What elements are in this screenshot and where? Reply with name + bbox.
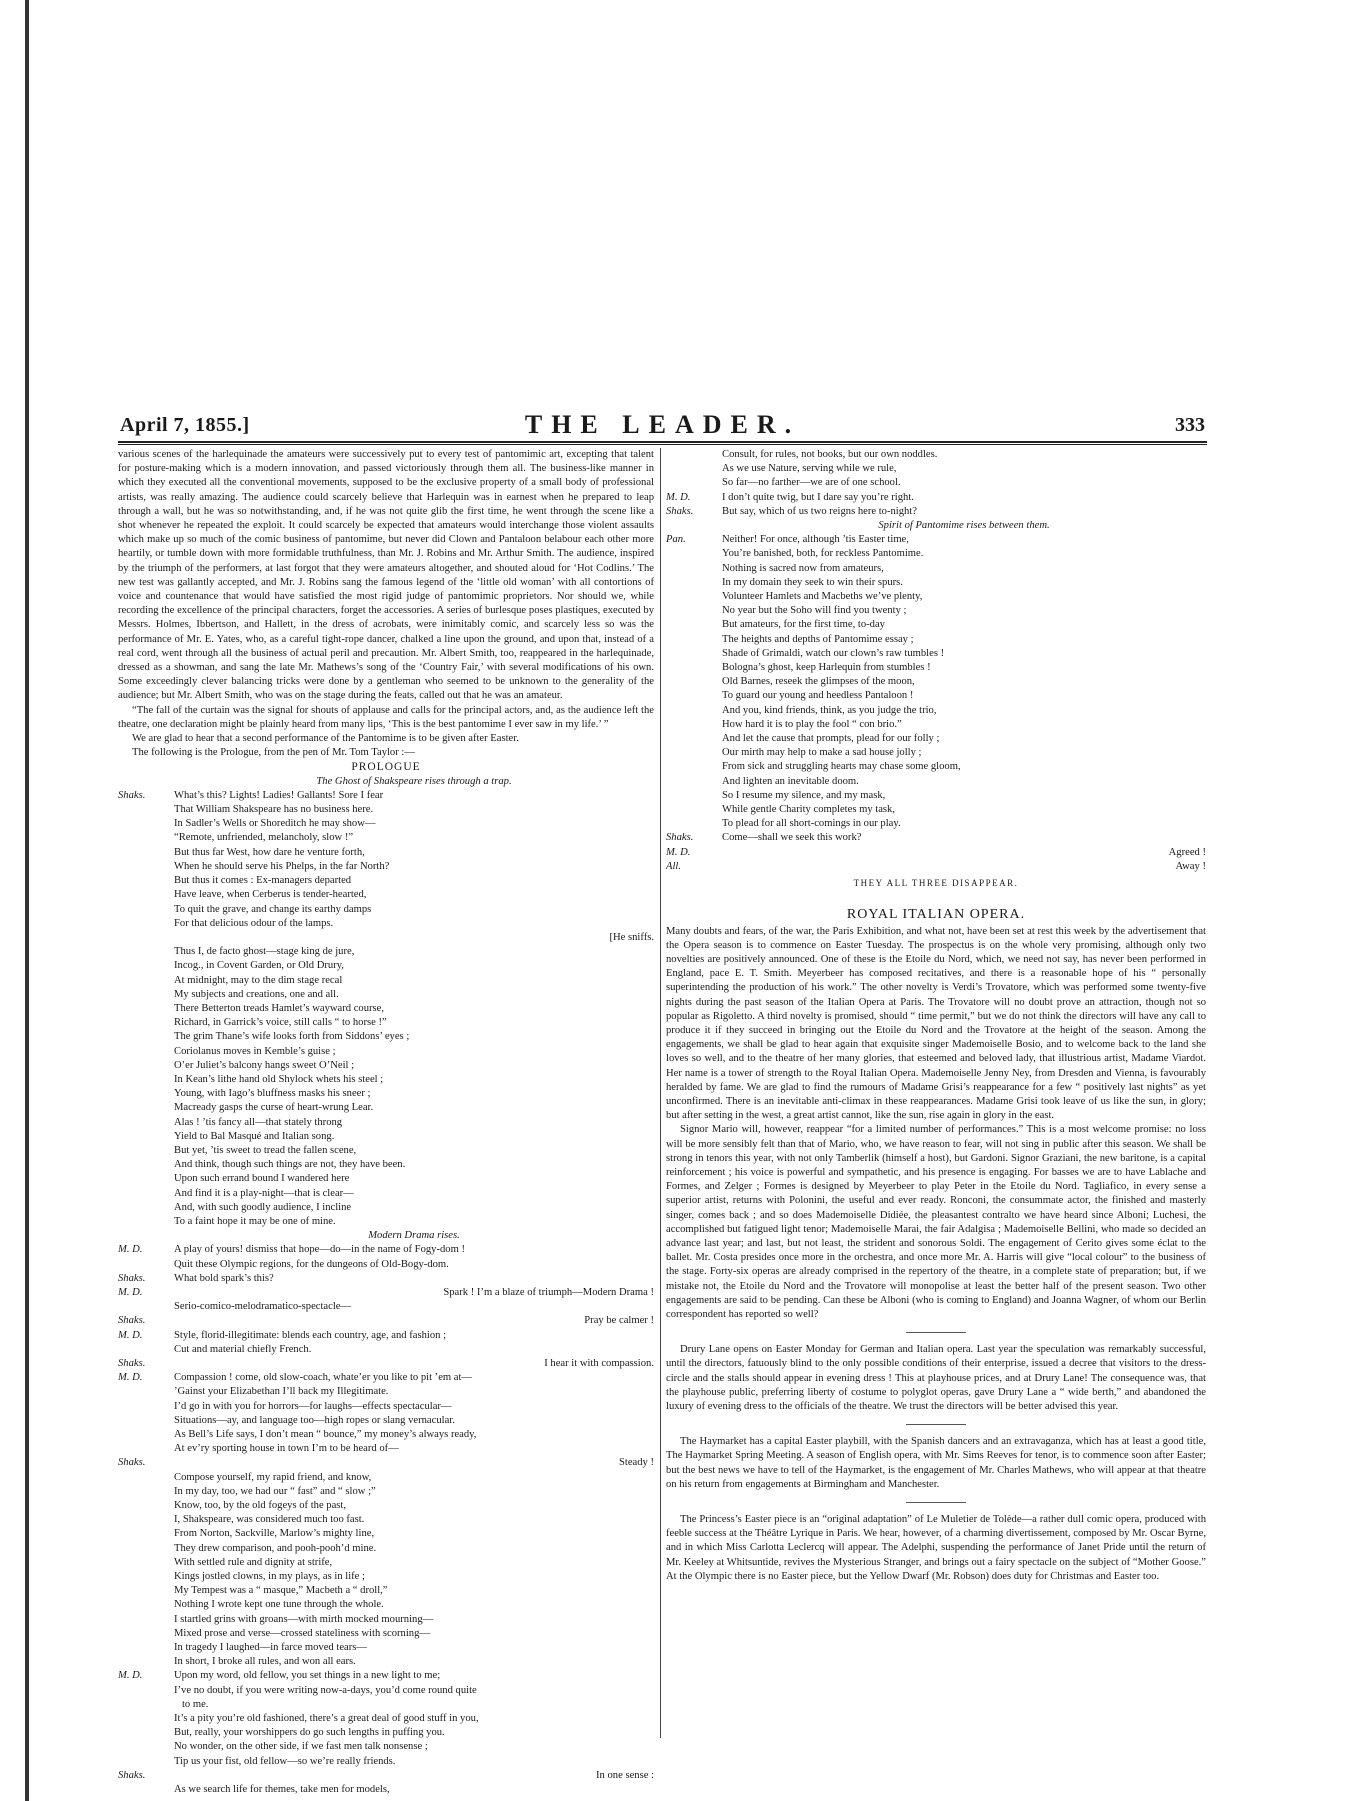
speaker-label [118,1755,174,1769]
verse-line: Kings jostled clowns, in my plays, as in life ; [174,1571,365,1583]
pantomime-paragraph: The following is the Prologue, from the pen of Mr. Tom Taylor :— [132,747,415,759]
speaker-label [118,1087,174,1101]
speaker-label [118,860,174,874]
verse-line: Neither! For once, although ’tis Easter time, [722,534,909,546]
verse-line: I hear it with compassion. [544,1358,654,1369]
speaker-label [118,1073,174,1087]
verse-line: Shade of Grimaldi, watch our clown’s raw tumbles ! [722,647,945,659]
speaker-label [118,1116,174,1130]
speaker-label [118,817,174,831]
verse-line: And let the cause that prompts, plead for our folly ; [722,733,940,745]
speaker-label: M. D. [118,1372,143,1384]
verse-line: My subjects and creations, one and all. [174,988,339,1000]
pantomime-paragraph: “The fall of the curtain was the signal for shouts of applause and calls for the principal actors, and, as the audience left the theatre, one declaration might be plainly heard from many lips, ‘This is the best pantomime I ever saw in my life.’ ” [118,704,654,730]
speaker-label: Shaks. [118,1769,146,1781]
verse-line: As we search life for themes, take men for models, [174,1784,390,1796]
right-column [666,448,1206,1584]
pantomime-paragraph: We are glad to hear that a second performance of the Pantomime is to be given after Easter. [132,733,519,745]
speaker-label [118,1726,174,1740]
verse-line: To plead for all short-comings in our play. [722,818,901,830]
princess-paragraph: The Princess’s Easter piece is an “original adaptation” of Le Muletier de Tolède—a rather dull comic opera, produced with feeble success at the Théâtre Lyrique in Paris. We hear, however, of a charming divertissement, composed by Mr. Oscar Byrne, and in which Miss Carlotta Leclercq will appear. The Adelphi, suspending the performance of Janet Pride until the return of Mr. Keeley at Whitsuntide, revives the Mysterious Stranger, and brings out a fairy spectacle on the subject of “Mother Goose.” At the Olympic there is no Easter piece, but the Yellow Dwarf (Mr. Robson) does duty for Christmas and Easter too. [666,1514,1206,1582]
stage-direction-exeunt: THEY ALL THREE DISAPPEAR. [853,878,1019,889]
speaker-label [118,1627,174,1641]
speaker-label [666,689,722,703]
verse-line: Come—shall we seek this work? [722,832,862,844]
verse-line: And think, though such things are not, they have been. [174,1159,406,1171]
speaker-label [118,1570,174,1584]
left-column [118,448,654,1797]
verse-line: And, with such goodly audience, I incline [174,1201,352,1213]
verse-line: For that delicious odour of the lamps. [174,917,334,929]
verse-line: But amateurs, for the first time, to-day [722,619,885,631]
verse-line: I, Shakspeare, was considered much too fast. [174,1514,365,1526]
speaker-label: M. D. [666,846,691,858]
stage-direction: Spirit of Pantomime rises between them. [878,520,1050,532]
speaker-label [666,746,722,760]
verse-line: Steady ! [618,1457,654,1469]
speaker-label [118,1655,174,1669]
verse-line: In one sense : [596,1769,654,1781]
section-separator [906,1502,966,1503]
verse-line: The grim Thane’s wife looks forth from Siddons’ eyes ; [174,1031,410,1043]
speaker-label [118,1144,174,1158]
speaker-label [118,1172,174,1186]
verse-line: From Norton, Sackville, Marlow’s mighty line, [174,1528,375,1540]
verse-line: Macready gasps the curse of heart-wrung Lear. [174,1102,374,1114]
prologue-title: PROLOGUE [351,761,421,774]
verse-line: Agreed ! [1168,846,1206,858]
verse-line: Upon such errand bound I wandered here [174,1173,350,1185]
verse-line: To quit the grave, and change its earthy damps [174,903,372,915]
speaker-label [666,760,722,774]
speaker-label [118,1712,174,1726]
speaker-label [666,718,722,732]
section-separator [906,1424,966,1425]
speaker-label [118,1101,174,1115]
verse-line: With settled rule and dignity at strife, [174,1556,333,1568]
section-separator [906,1332,966,1333]
verse-line: Our mirth may help to make a sad house jolly ; [722,747,922,759]
verse-line: Pray be calmer ! [584,1315,654,1327]
verse-line: When he should serve his Phelps, in the far North? [174,860,390,872]
verse-line: Away ! [1175,860,1206,872]
verse-line: To guard our young and heedless Pantaloon ! [722,690,914,702]
speaker-label [118,1158,174,1172]
haymarket-paragraph: The Haymarket has a capital Easter playbill, with the Spanish dancers and an extravaganza, which has at least a good title, The Haymarket Spring Meeting. A season of English opera, with Mr. Sims Reeves for tenor, is to commence soon after Easter; but the best news we have to tell of the Haymarket, is the engagement of Mr. Charles Mathews, who will appear at that theatre on his return from engagements at Birmingham and Manchester. [666,1436,1206,1490]
speaker-label [666,633,722,647]
speaker-label [118,917,174,931]
opera-section-title: ROYAL ITALIAN OPERA. [846,907,1026,923]
verse-line: But thus far West, how dare he venture forth, [174,846,365,858]
verse-line: While gentle Charity completes my task, [722,804,895,816]
speaker-label [118,903,174,917]
speaker-label: M. D. [118,1286,143,1298]
verse-line: Yield to Bal Masqué and Italian song. [174,1130,335,1142]
verse-line: And find it is a play-night—that is clear— [174,1187,354,1199]
speaker-label: M. D. [118,1329,143,1341]
prologue-verse-continued [666,448,1206,874]
verse-line: So far—no farther—we are of one school. [722,477,901,489]
speaker-label [118,1740,174,1754]
verse-line: Style, florid-illegitimate: blends each country, age, and fashion ; [174,1329,447,1341]
speaker-label [118,1542,174,1556]
verse-line: Richard, in Garrick’s voice, still calls “ to horse !” [174,1017,387,1029]
page-header [120,410,1205,440]
verse-line: Volunteer Hamlets and Macbeths we’ve plenty, [722,591,923,603]
verse-line: Nothing I wrote kept one tune through the whole. [174,1599,384,1611]
pantomime-paragraph: various scenes of the harlequinade the amateurs were successively put to every test of pantomimic art, excepting that talent for posture-making which is a modern innovation, and passed victoriously through them all. The business-like manner in which they executed all the conventional movements, supposed to be the exclusive property of a small body of professional artists, was really amazing. The audience could scarcely believe that Harlequin was in earnest when he prepared to leap through a wall, but he was so notwithstanding, and, if he was not quite glib the first time, he went through the scene like a shot whenever he repeated the exploit. It could scarcely be expected that amateurs would interchange those violent assaults which make up so much of the comic business of pantomime, but never did Clown and Pantaloon belabour each other more heartily, or tumble down with more formidable truthfulness, than Mr. J. Robins and Mr. Arthur Smith. The audience, inspired by the triumph of the performers, at last forgot that they were amateurs altogether, and shouted aloud for ‘Hot Codlins.’ The new test was gallantly accepted, and Mr. J. Robins sang the famous legend of the ‘little old woman’ with all contortions of voice and countenance that would have satisfied the most rigid judge of pantomimic proprietors. Nor should we, while recording the excellence of the principal characters, forget the accessories. A series of burlesque poses plastiques, executed by Messrs. Holmes, Ibbertson, and Hallett, in the dress of acrobats, were inimitably comic, and scarcely less so was the performance of Mr. E. Yates, who, as a careful tight-rope dancer, chalked a line upon the ground, and upon that, instead of a real cord, went through all the business of actual peril and precaution. Mr. Albert Smith, too, reappeared in the harlequinade, dressed as a showman, and sang the late Mr. Mathews’s song of the ‘Country Fair,’ with several modifications of his own. Some exceedingly clever balancing tricks were done by a gentleman who seemed to be unknown to the generality of the audience; but Mr. Albert Smith, who was on the stage during the feats, called out that he was an amateur. [118,449,654,702]
speaker-label [118,1471,174,1485]
prologue-verse [118,775,654,1798]
verse-line: Consult, for rules, not books, but our own noddles. [722,449,938,460]
speaker-label: Shaks. [118,1457,146,1469]
speaker-label: M. D. [118,1244,143,1256]
speaker-label [666,675,722,689]
column-divider [660,448,661,1738]
speaker-label [118,945,174,959]
speaker-label: Pan. [666,534,686,546]
verse-line: In my day, too, we had our “ fast” and “ slow ;” [174,1485,376,1497]
verse-line: As we use Nature, serving while we rule, [722,463,897,475]
verse-line: Alas ! ’tis fancy all—that stately throng [174,1116,343,1128]
speaker-label: M. D. [666,491,691,503]
speaker-label [118,1783,174,1797]
verse-line: ’Gainst your Elizabethan I’ll back my Illegitimate. [174,1386,389,1398]
verse-line: I’ve no doubt, if you were writing now-a-days, you’d come round quite [174,1684,477,1696]
verse-line: Mixed prose and verse—crossed stateliness with scorning— [174,1627,430,1639]
verse-line: Old Barnes, reseek the glimpses of the moon, [722,676,915,688]
speaker-label [118,959,174,973]
speaker-label [118,1187,174,1201]
verse-line: In Kean’s lithe hand old Shylock whets his steel ; [174,1073,384,1085]
speaker-label: M. D. [118,1670,143,1682]
speaker-label [666,604,722,618]
verse-line: They drew comparison, and pooh-pooh’d mine. [174,1542,377,1554]
speaker-label [118,1613,174,1627]
verse-line: In short, I broke all rules, and won all ears. [174,1656,356,1668]
issue-date: April 7, 1855.] [120,414,250,436]
verse-line: That William Shakspeare has no business here. [174,804,374,816]
verse-line: Coriolanus moves in Kemble’s guise ; [174,1045,336,1057]
speaker-label [118,1016,174,1030]
speaker-label [118,1414,174,1428]
verse-line: Bologna’s ghost, keep Harlequin from stumbles ! [722,662,931,674]
speaker-label [118,1059,174,1073]
newspaper-title: THE LEADER. [524,410,801,439]
speaker-label [118,803,174,817]
verse-line: Compose yourself, my rapid friend, and know, [174,1471,372,1483]
verse-line: to me. [174,1698,209,1710]
verse-line: In my domain they seek to win their spurs. [722,576,903,588]
speaker-label [118,974,174,988]
speaker-label [118,1442,174,1456]
speaker-label [666,803,722,817]
speaker-label [118,931,174,945]
speaker-label [118,1130,174,1144]
verse-line: There Betterton treads Hamlet’s wayward course, [174,1002,385,1014]
speaker-label: Shaks. [118,1358,146,1369]
verse-line: My Tempest was a “ masque,” Macbeth a “ droll,” [174,1585,388,1597]
speaker-label: Shaks. [118,1272,146,1284]
speaker-label [666,547,722,561]
verse-line: Have leave, when Cerberus is tender-hearted, [174,889,367,901]
verse-line: But yet, ’tis sweet to tread the fallen scene, [174,1144,357,1156]
verse-line: I don’t quite twig, but I dare say you’re right. [722,491,914,503]
speaker-label [666,462,722,476]
speaker-label [666,732,722,746]
header-rule [118,441,1207,443]
speaker-label [666,789,722,803]
verse-line: Tip us your fist, old fellow—so we’re really friends. [174,1755,396,1767]
verse-line: From sick and struggling hearts may chase some gloom, [722,761,961,773]
verse-line: As Bell’s Life says, I don’t mean “ bounce,” my money’s always ready, [174,1429,477,1441]
verse-line: You’re banished, both, for reckless Pantomime. [722,548,924,560]
verse-line: I startled grins with groans—with mirth mocked mourning— [174,1613,434,1625]
speaker-label [118,1556,174,1570]
speaker-label [118,888,174,902]
header-rule-thin [118,444,1207,445]
speaker-label [118,1300,174,1314]
drury-lane-paragraph: Drury Lane opens on Easter Monday for German and Italian opera. Last year the speculation was remarkably successful, until the directors, fatuously blind to the only possible conditions of their enterprise, issued a decree that visitors to the dress-circle and the stalls should appear in evening dress ! This at playhouse prices, and at Drury Lane! The consequence was, that the playhouse public, preferring liberty of costume to polyglot operas, gave Drury Lane a “ wide berth,” and abandoned the luxury of evening dress to the officials of the theatre. We trust the directors will be better advised this year. [666,1344,1206,1412]
speaker-label [666,562,722,576]
speaker-label [118,1641,174,1655]
verse-line: Young, with Iago’s bluffness masks his sneer ; [174,1088,371,1100]
speaker-label [118,1513,174,1527]
speaker-label [666,476,722,490]
verse-line: Situations—ay, and language too—high ropes or slang vernacular. [174,1414,455,1426]
speaker-label [118,1485,174,1499]
stage-direction: Modern Drama rises. [368,1230,460,1242]
speaker-label [118,1201,174,1215]
verse-line: At midnight, may to the dim stage recal [174,974,343,986]
verse-line: Incog., in Covent Garden, or Old Drury, [174,960,344,972]
verse-line: What bold spark’s this? [174,1272,274,1284]
speaker-label [118,1527,174,1541]
verse-line: Serio-comico-melodramatico-spectacle— [174,1301,352,1313]
verse-line: Quit these Olympic regions, for the dungeons of Old-Bogy-dom. [174,1258,449,1270]
stage-direction: The Ghost of Shakspeare rises through a trap. [316,775,512,787]
speaker-label: All. [666,860,682,872]
verse-line: Nothing is sacred now from amateurs, [722,562,884,574]
verse-line: It’s a pity you’re old fashioned, there’s a great deal of good stuff in you, [174,1713,479,1725]
verse-line: What’s this? Lights! Ladies! Gallants! Sore I fear [174,789,384,801]
speaker-label [118,1499,174,1513]
speaker-label: Shaks. [666,832,694,844]
speaker-label [118,874,174,888]
speaker-label [666,590,722,604]
verse-line: To a faint hope it may be one of mine. [174,1215,336,1227]
speaker-label [118,1400,174,1414]
verse-line: In tragedy I laughed—in farce moved tears— [174,1642,367,1654]
verse-line: Thus I, de facto ghost—stage king de jure, [174,946,355,958]
verse-line: And you, kind friends, think, as you judge the trio, [722,704,937,716]
verse-line: In Sadler’s Wells or Shoreditch he may show— [174,818,376,830]
opera-paragraph: Signor Mario will, however, reappear “for a limited number of performances.” This is a most welcome promise: no loss will be more sensibly felt than that of Mario, who, we have reason to fear, will not sing in public after this season. We shall be strong in tenors this year, with not only Tamberlik (himself a host), but Gardoni. Signor Graziani, the new baritone, is a capital reinforcement ; his voice is powerful and sympathetic, and his presence is engaging. For basses we are to have Lablache and Formes, and Zelger ; Formes is designed by Meyerbeer to play Peter in the Etoile du Nord. Tagliafico, in every sense a superior artist, returns with Polonini, the useful and ever ready. Ronconi, the consummate actor, the finished and masterly singer, comes back ; and so does Mademoiselle Didiée, the pleasantest contralto we have heard since Alboni; Luchesi, the accomplished but fatigued light tenor; Mademoiselle Marai, the fair Adalgisa ; Mademoiselle Bellini, who made so decided an advance last year; and last, but not least, the strident and sonorous Soldi. The engagement of Cerito gives some éclat to the ballet. Mr. Costa presides once more in the orchestra, and once more Mr. A. Harris will give “local colour” to the business of the stage. Forty-six operas are already comprised in the repertory of the theatre, in a complete state of preparation; but, if we mistake not, the Etoile du Nord and the Trovatore will monopolise at least the better half of the present season. Two other engagements are said to be pending. Can these be Alboni (who is coming to England) and Joanna Wagner, of whom our Berlin correspondent has reported so well? [666,1124,1206,1320]
speaker-label: Shaks. [118,1315,146,1327]
speaker-label [118,846,174,860]
verse-line: But thus it comes : Ex-managers departed [174,875,352,887]
verse-line: Upon my word, old fellow, you set things in a new light to me; [174,1670,441,1682]
speaker-label [118,1698,174,1712]
verse-line: And lighten an inevitable doom. [722,775,859,787]
speaker-label [118,1343,174,1357]
speaker-label [666,448,722,462]
speaker-label [666,647,722,661]
verse-line: Know, too, by the old fogeys of the past, [174,1500,347,1512]
speaker-label [118,1215,174,1229]
speaker-label [118,1258,174,1272]
verse-line: How hard it is to play the fool “ con brio.” [722,718,902,730]
page-number: 333 [1175,414,1205,436]
verse-line: But say, which of us two reigns here to-night? [722,505,917,517]
speaker-label [118,1428,174,1442]
verse-line: So I resume my silence, and my mask, [722,789,886,801]
speaker-label [666,661,722,675]
verse-line: “Remote, unfriended, melancholy, slow !” [174,832,354,844]
speaker-label [118,988,174,1002]
verse-line: O’er Juliet’s balcony hangs sweet O’Neil ; [174,1059,355,1071]
speaker-label [666,576,722,590]
speaker-label [666,618,722,632]
speaker-label [666,817,722,831]
speaker-label [118,831,174,845]
speaker-label [666,775,722,789]
opera-paragraph: Many doubts and fears, of the war, the Paris Exhibition, and what not, have been set at rest this week by the advertisement that the Opera season is to commence on Easter Tuesday. The prospectus is on the whole very promising, although only two novelties are positively announced. One of these is the Etoile du Nord, which, we need not say, has never been performed in England, pace E. T. Smith. Meyerbeer has composed recitatives, and there is a reasonable hope of his “ personally superintending the production of his work.” The other novelty is Verdi’s Trovatore, which was performed some twenty-five nights during the past season of the Italian Opera at Paris. The Trovatore will no doubt prove an attraction, though not so popular as Rigoletto. A third novelty is promised, should “ time permit,” but we do not think the directors will have any call to produce it if they succeed in bringing out the Etoile du Nord and the Trovatore at the height of the season. Among the engagements, we shall be glad to hear again that exquisite singer Mademoiselle Bosio, and to welcome back to the land she loves so well, and to the theatre of her many glories, that esteemed and beloved lady, that illustrious artist, Madame Viardot. Her name is a tower of strength to the Royal Italian Opera. Mademoiselle Jenny Ney, from Dresden and Vienna, is favourably heralded by fame. We are glad to find the rumours of Madame Grisi’s reappearance for a few “ positively last nights” as yet unconfirmed. There is an inevitable anti-climax in these reappearances. Madame Grisi took leave of us like the sun, in glory; but after setting in the west, a great artist cannot, like the sun, rise again in glory in the east. [666,925,1206,1122]
speaker-label [666,704,722,718]
page-edge-bar [25,0,29,1801]
speaker-label [118,1002,174,1016]
verse-line: I’d go in with you for horrors—for laughs—effects spectacular— [174,1400,452,1412]
speaker-label [118,1045,174,1059]
speaker-label [666,519,722,533]
speaker-label [118,1030,174,1044]
verse-line: The heights and depths of Pantomime essay ; [722,633,914,645]
verse-line: No wonder, on the other side, if we fast men talk nonsense ; [174,1741,428,1753]
speaker-label [118,1598,174,1612]
speaker-label [118,1684,174,1698]
verse-line: Cut and material chiefly French. [174,1343,312,1355]
speaker-label [118,1385,174,1399]
speaker-label: Shaks. [666,505,694,517]
verse-line: But, really, your worshippers do go such lengths in puffing you. [174,1727,445,1739]
verse-line: Spark ! I’m a blaze of triumph—Modern Drama ! [443,1286,654,1298]
verse-line: Compassion ! come, old slow-coach, whate’er you like to pit ’em at— [174,1372,473,1384]
speaker-label [118,775,174,789]
verse-line: [He sniffs. [609,931,654,943]
speaker-label [118,1584,174,1598]
verse-line: No year but the Soho will find you twenty ; [722,605,907,617]
speaker-label [118,1229,174,1243]
verse-line: A play of yours! dismiss that hope—do—in the name of Fogy-dom ! [174,1244,466,1256]
verse-line: At ev’ry sporting house in town I’m to be heard of— [174,1443,399,1455]
speaker-label: Shaks. [118,789,146,801]
